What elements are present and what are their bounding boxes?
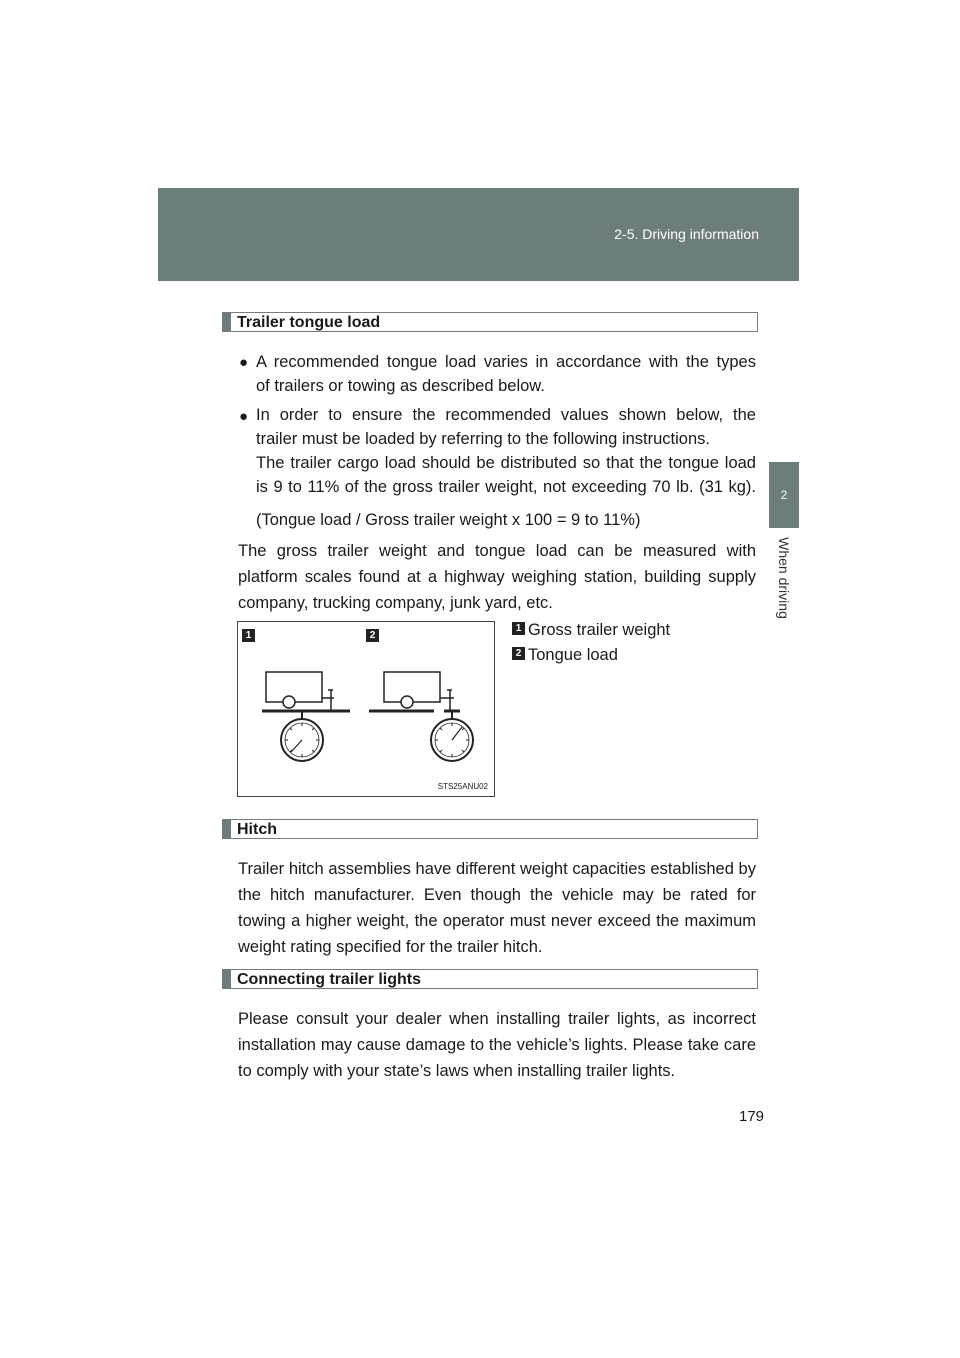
section-title: Connecting trailer lights — [237, 971, 422, 988]
section-header-lights — [222, 969, 758, 989]
callout-label: Tongue load — [528, 646, 618, 664]
bullet-text-2b: trailer must be loaded by referring to the following instructions. — [256, 430, 710, 448]
bullet-text-2c: The trailer cargo load should be distributed so that the tongue load — [256, 454, 756, 472]
hitch-paragraph: Trailer hitch assemblies have different weight capacities established by the hitch manufacturer. Even though the vehicle may be rated for towing a higher weight, the operator must never exceed the maximum weight rating specified for the trailer hitch. — [238, 860, 756, 956]
section-header-hitch — [222, 819, 758, 839]
bullet-dot-icon: ● — [239, 408, 249, 425]
chapter-tab-label: When driving — [776, 537, 792, 619]
figure-badge-1: 1 — [242, 629, 255, 642]
bullet-dot-icon: ● — [239, 354, 249, 371]
section-title: Hitch — [237, 821, 277, 838]
formula-text: (Tongue load / Gross trailer weight x 100 = 9 to 11%) — [256, 511, 641, 529]
callout-badge: 1 — [512, 622, 525, 635]
chapter-header — [158, 188, 799, 281]
page-number: 179 — [739, 1108, 765, 1125]
figure-code: STS25ANU02 — [437, 782, 488, 791]
bullet-text-2a: In order to ensure the recommended values shown below, the — [256, 406, 756, 424]
callout-badge: 2 — [512, 647, 525, 660]
callout-tongue-load — [512, 645, 618, 665]
bullet-text-1a: A recommended tongue load varies in accordance with the types — [256, 353, 756, 371]
tongue-load-illustration — [237, 621, 495, 797]
bullet-text-2d: is 9 to 11% of the gross trailer weight, not exceeding 70 lb. (31 kg). — [256, 478, 756, 496]
section-header-tongue-load — [222, 312, 758, 332]
section-header-bar — [223, 970, 231, 988]
section-header-bar — [223, 820, 231, 838]
bullet-text-1b: of trailers or towing as described below. — [256, 377, 545, 395]
section-header-bar — [223, 313, 231, 331]
chapter-tab-number: 2 — [780, 488, 788, 502]
figure-badge-2: 2 — [366, 629, 379, 642]
chapter-tab — [769, 462, 799, 528]
callout-label: Gross trailer weight — [528, 621, 671, 639]
chapter-section-label: 2-5. Driving information — [614, 226, 759, 242]
section-title: Trailer tongue load — [237, 314, 381, 331]
scale-diagram-icon — [238, 622, 494, 796]
lights-paragraph: Please consult your dealer when installing trailer lights, as incorrect installation may cause damage to the vehicle’s lights. Please take care to comply with your state’s laws when installing trailer lights. — [238, 1010, 756, 1080]
measurement-paragraph: The gross trailer weight and tongue load can be measured with platform scales found at a highway weighing station, building supply company, trucking company, junk yard, etc. — [238, 542, 756, 612]
callout-gross-weight — [512, 620, 670, 640]
